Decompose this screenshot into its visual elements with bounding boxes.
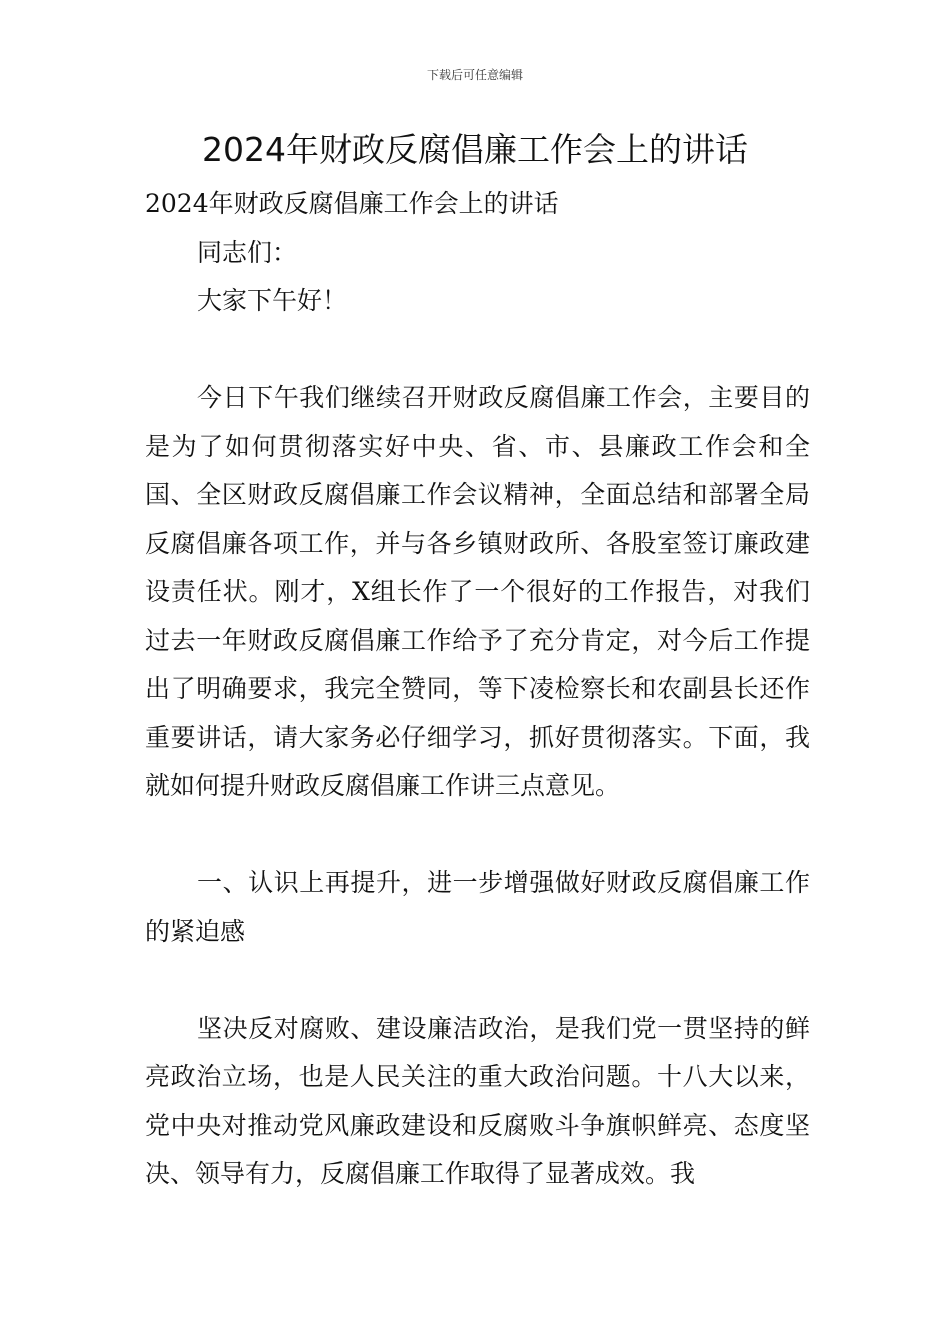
document-title: 2024年财政反腐倡廉工作会上的讲话 (202, 130, 748, 169)
header-note: 下载后可任意编辑 (426, 68, 523, 82)
section-heading-1: 一、认识上再提升，进一步增强做好财政反腐倡廉工作的紧迫感 (145, 868, 810, 946)
paragraph-body: 坚决反对腐败、建设廉洁政治，是我们党一贯坚持的鲜亮政治立场，也是人民关注的重大政治问题。十八大以来，党中央对推动党风廉政建设和反腐败斗争旗帜鲜亮、态度坚决、领导有力，反腐倡廉工作取得了显著成效。我 (145, 1013, 810, 1188)
paragraph-spacer (145, 326, 810, 375)
salutation: 同志们： (197, 237, 298, 267)
document-body (145, 180, 810, 1199)
paragraph-intro: 今日下午我们继续召开财政反腐倡廉工作会，主要目的是为了如何贯彻落实好中央、省、市、县廉政工作会和全国、全区财政反腐倡廉工作会议精神，全面总结和部署全局反腐倡廉各项工作，并与各乡镇财政所、各股室签订廉政建设责任状。刚才，X组长作了一个很好的工作报告，对我们过去一年财政反腐倡廉工作给予了充分肯定，对今后工作提出了明确要求，我完全赞同，等下凌检察长和农副县长还作重要讲话，请大家务必仔细学习，抓好贯彻落实。下面，我就如何提升财政反腐倡廉工作讲三点意见。 (145, 383, 810, 800)
greeting: 大家下午好！ (197, 286, 348, 315)
document-subtitle: 2024年财政反腐倡廉工作会上的讲话 (145, 189, 559, 218)
paragraph-spacer (145, 811, 810, 860)
paragraph-spacer (145, 956, 810, 1005)
